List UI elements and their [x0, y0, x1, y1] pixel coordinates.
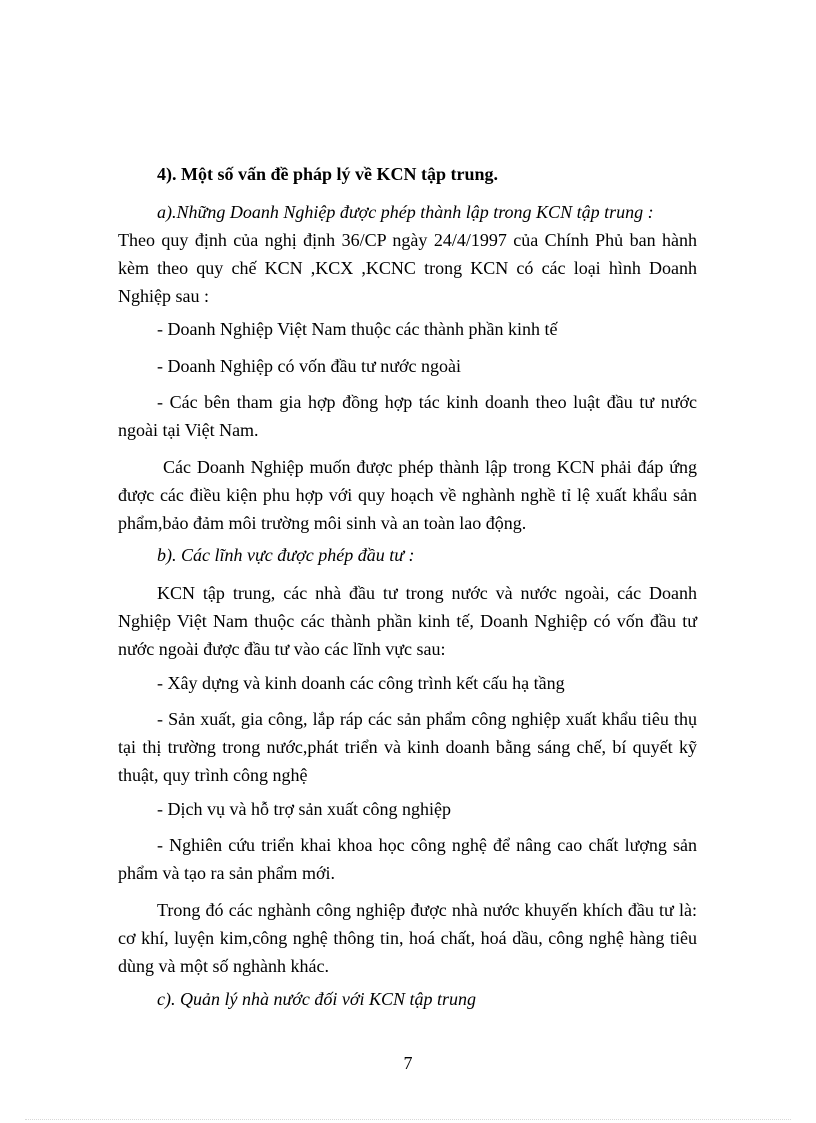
section-heading: 4). Một số vấn đề pháp lý về KCN tập trung. — [157, 164, 499, 184]
section-a-intro: Theo quy định của nghị định 36/CP ngày 24/4/1997 của Chính Phủ ban hành kèm theo quy chế KCN ,KCX ,KCNC trong KCN có các loại hình Doanh Nghiệp sau : — [118, 230, 697, 306]
section-a-item: - Doanh Nghiệp có vốn đầu tư nước ngoài — [157, 356, 461, 376]
footer-divider — [25, 1119, 791, 1120]
section-b-item-1-block — [118, 669, 697, 697]
section-b-conclusion-block — [118, 896, 697, 980]
section-b-item: - Xây dựng và kinh doanh các công trình kết cấu hạ tầng — [157, 673, 565, 693]
section-a-block — [118, 198, 697, 310]
section-c-title: c). Quản lý nhà nước đối với KCN tập trung — [157, 989, 477, 1009]
section-c-title-block — [118, 985, 697, 1013]
section-a-item-3-block — [118, 388, 697, 444]
section-b-intro-block — [118, 579, 697, 663]
section-b-title-block — [118, 541, 697, 569]
section-b-conclusion: Trong đó các nghành công nghiệp được nhà nước khuyến khích đầu tư là: cơ khí, luyện kim,công nghệ thông tin, hoá chất, hoá dầu, công nghệ hàng tiêu dùng và một số nghành khác. — [118, 900, 697, 976]
section-a-title: a).Những Doanh Nghiệp được phép thành lập trong KCN tập trung : — [157, 202, 654, 222]
section-b-item-2-block — [118, 705, 697, 789]
section-a-conclusion: Các Doanh Nghiệp muốn được phép thành lập trong KCN phải đáp ứng được các điều kiện phu hợp với quy hoạch về nghành nghề tỉ lệ xuất khẩu sản phẩm,bảo đảm môi trường môi sinh và an toàn lao động. — [118, 457, 697, 533]
page-number: 7 — [403, 1053, 413, 1073]
section-b-item-3-block — [118, 795, 697, 823]
section-b-intro: KCN tập trung, các nhà đầu tư trong nước và nước ngoài, các Doanh Nghiệp Việt Nam thuộc các thành phần kinh tế, Doanh Nghiệp có vốn đầu tư nước ngoài được đầu tư vào các lĩnh vực sau: — [118, 583, 697, 659]
section-b-item: - Nghiên cứu triển khai khoa học công nghệ để nâng cao chất lượng sản phẩm và tạo ra sản phẩm mới. — [118, 835, 697, 883]
section-a-conclusion-block — [118, 453, 697, 537]
section-b-item: - Sản xuất, gia công, lắp ráp các sản phẩm công nghiệp xuất khẩu tiêu thụ tại thị trường trong nước,phát triển và kinh doanh bằng sáng chế, bí quyết kỹ thuật, quy trình công nghệ — [118, 709, 697, 785]
section-a-item: - Doanh Nghiệp Việt Nam thuộc các thành phần kinh tế — [157, 319, 558, 339]
section-b-item-4-block — [118, 831, 697, 887]
section-a-item: - Các bên tham gia hợp đồng hợp tác kinh doanh theo luật đầu tư nước ngoài tại Việt Nam. — [118, 392, 697, 440]
section-b-item: - Dịch vụ và hỗ trợ sản xuất công nghiệp — [157, 799, 451, 819]
section-b-title: b). Các lĩnh vực được phép đầu tư : — [157, 545, 415, 565]
section-a-item-2-block — [118, 352, 697, 380]
section-a-item-1-block — [118, 315, 697, 343]
